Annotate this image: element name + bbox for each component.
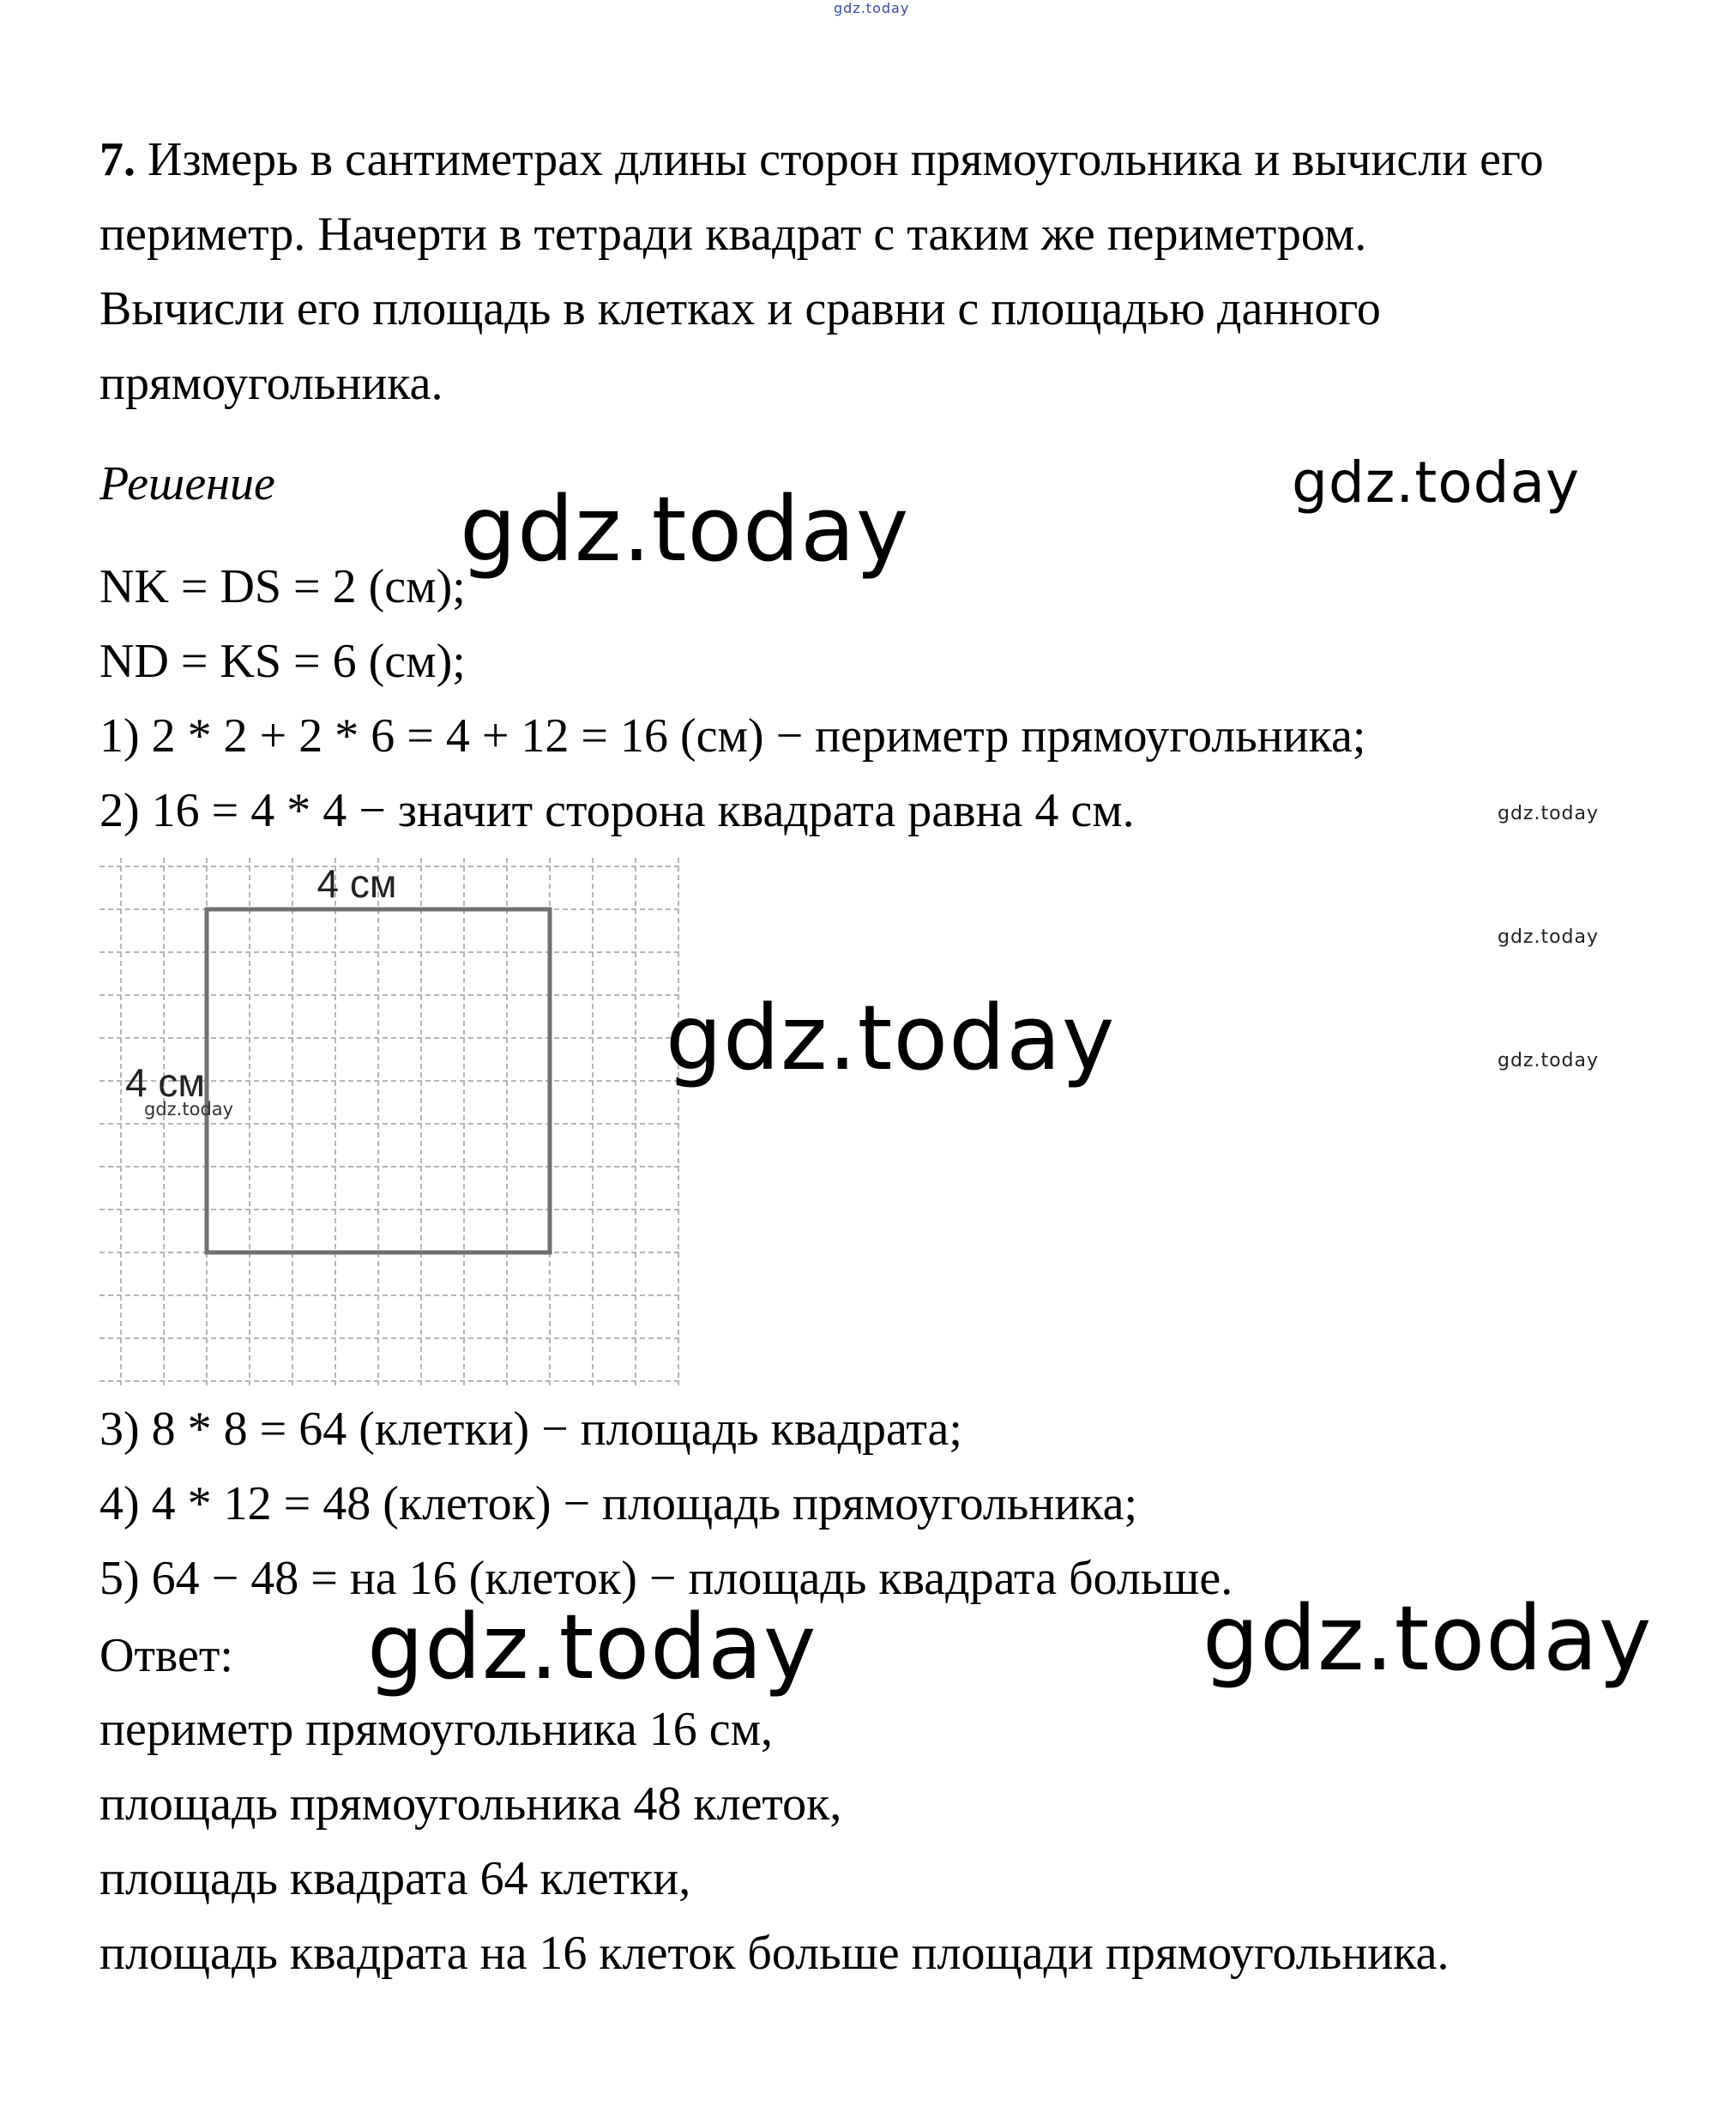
watermark-small-1: gdz.today — [1498, 803, 1600, 824]
square-left-label: 4 см — [125, 1060, 205, 1105]
watermark-big-2: gdz.today — [666, 986, 1116, 1090]
watermark-small-3: gdz.today — [1498, 1050, 1600, 1071]
watermark-small-2: gdz.today — [1498, 926, 1600, 948]
step-line-3: 1) 2 * 2 + 2 * 6 = 4 + 12 = 16 (см) − периметр прямоугольника; — [99, 709, 1366, 763]
watermark-top: gdz.today — [834, 0, 910, 16]
answer-line-3: площадь квадрата 64 клетки, — [99, 1852, 691, 1905]
square-top-label: 4 см — [316, 861, 397, 906]
step-line-7: 5) 64 − 48 = на 16 (клеток) − площадь квадрата больше. — [99, 1552, 1233, 1605]
task-number: 7. — [99, 133, 136, 186]
step-line-6: 4) 4 * 12 = 48 (клеток) − площадь прямоугольника; — [99, 1477, 1138, 1530]
step-line-5: 3) 8 * 8 = 64 (клетки) − площадь квадрата; — [99, 1403, 962, 1456]
task-line-1 — [99, 133, 1544, 186]
step-line-4: 2) 16 = 4 * 4 − значит сторона квадрата равна 4 см. — [99, 784, 1135, 837]
step-line-2: ND = KS = 6 (см); — [99, 635, 466, 688]
task-line-2: периметр. Начерти в тетради квадрат с таким же периметром. — [99, 208, 1367, 261]
answer-line-1: периметр прямоугольника 16 см, — [99, 1703, 774, 1756]
answer-line-2: площадь прямоугольника 48 клеток, — [99, 1777, 842, 1831]
watermark-big-3: gdz.today — [367, 1595, 817, 1699]
step-line-1: NK = DS = 2 (см); — [99, 560, 466, 613]
grid-lines — [99, 858, 683, 1385]
watermark-mid-1: gdz.today — [1292, 450, 1581, 516]
grid-square-figure — [99, 858, 700, 1390]
solution-heading: Решение — [99, 457, 275, 510]
figure-watermark: gdz.today — [144, 1099, 234, 1119]
task-line-4: прямоугольника. — [99, 357, 443, 410]
task-text-1: Измерь в сантиметрах длины сторон прямоугольника и вычисли его — [148, 133, 1544, 186]
watermark-big-4: gdz.today — [1203, 1586, 1653, 1691]
task-line-3: Вычисли его площадь в клетках и сравни с площадью данного — [99, 282, 1381, 335]
watermark-big-1: gdz.today — [460, 477, 910, 582]
answer-heading: Ответ: — [99, 1629, 233, 1682]
answer-line-4: площадь квадрата на 16 клеток больше площади прямоугольника. — [99, 1927, 1450, 1980]
